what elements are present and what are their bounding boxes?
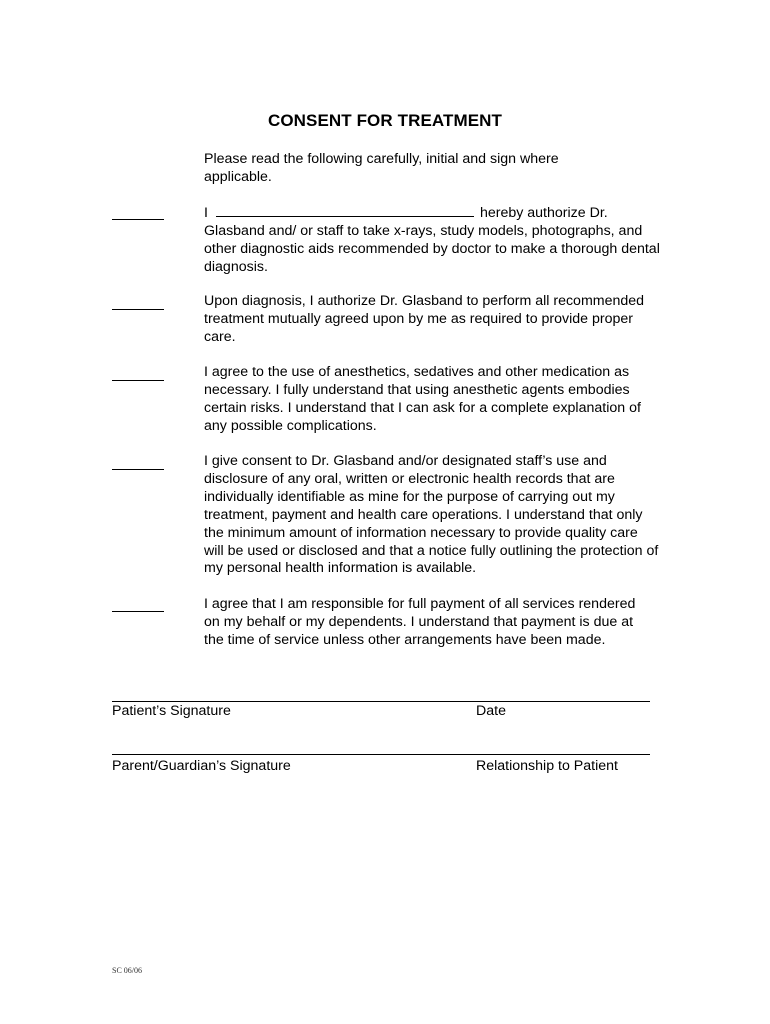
name-blank-line[interactable] [216, 203, 474, 217]
guardian-signature-line[interactable] [112, 754, 650, 755]
initial-line-2[interactable] [112, 295, 164, 310]
relationship-label: Relationship to Patient [476, 758, 618, 774]
document-title: CONSENT FOR TREATMENT [267, 111, 503, 130]
initial-line-1[interactable] [112, 205, 164, 220]
initial-line-4[interactable] [112, 455, 164, 470]
consent-paragraph-4: I give consent to Dr. Glasband and/or designated staff’s use and disclosure of any oral, written or electronic health records that are individually identifiable as mine for the purpose of carrying out my treatment, payment and health care operations. I understand that only the minimum amount of information necessary to provide quality care will be used or disclosed and that a notice fully outlining the protection of my personal health information is available. [204, 453, 659, 577]
patient-signature-label: Patient’s Signature [112, 703, 231, 719]
initial-line-5[interactable] [112, 597, 164, 612]
intro-text: Please read the following carefully, initial and sign where applicable. [204, 151, 559, 185]
date-label: Date [476, 703, 506, 719]
paragraph-1-text: hereby authorize Dr. Glasband and/ or staff to take x-rays, study models, photographs, and other diagnostic aids recommended by doctor to make a thorough dental diagnosis. [204, 205, 660, 275]
form-code: SC 06/06 [112, 966, 143, 975]
patient-signature-line[interactable] [112, 701, 650, 702]
consent-paragraph-1 [204, 203, 664, 277]
initial-line-3[interactable] [112, 366, 164, 381]
consent-paragraph-3: I agree to the use of anesthetics, sedatives and other medication as necessary. I fully understand that using anesthetic agents embodies certain risks. I understand that I can ask for a complete explanation of any possible complications. [204, 364, 641, 434]
consent-paragraph-5: I agree that I am responsible for full payment of all services rendered on my behalf or my dependents. I understand that payment is due at the time of service unless other arrangements have been made. [204, 596, 636, 648]
consent-paragraph-2: Upon diagnosis, I authorize Dr. Glasband to perform all recommended treatment mutually agreed upon by me as required to provide proper care. [204, 293, 645, 345]
pronoun-i: I [204, 205, 208, 221]
guardian-signature-label: Parent/Guardian’s Signature [112, 758, 291, 774]
